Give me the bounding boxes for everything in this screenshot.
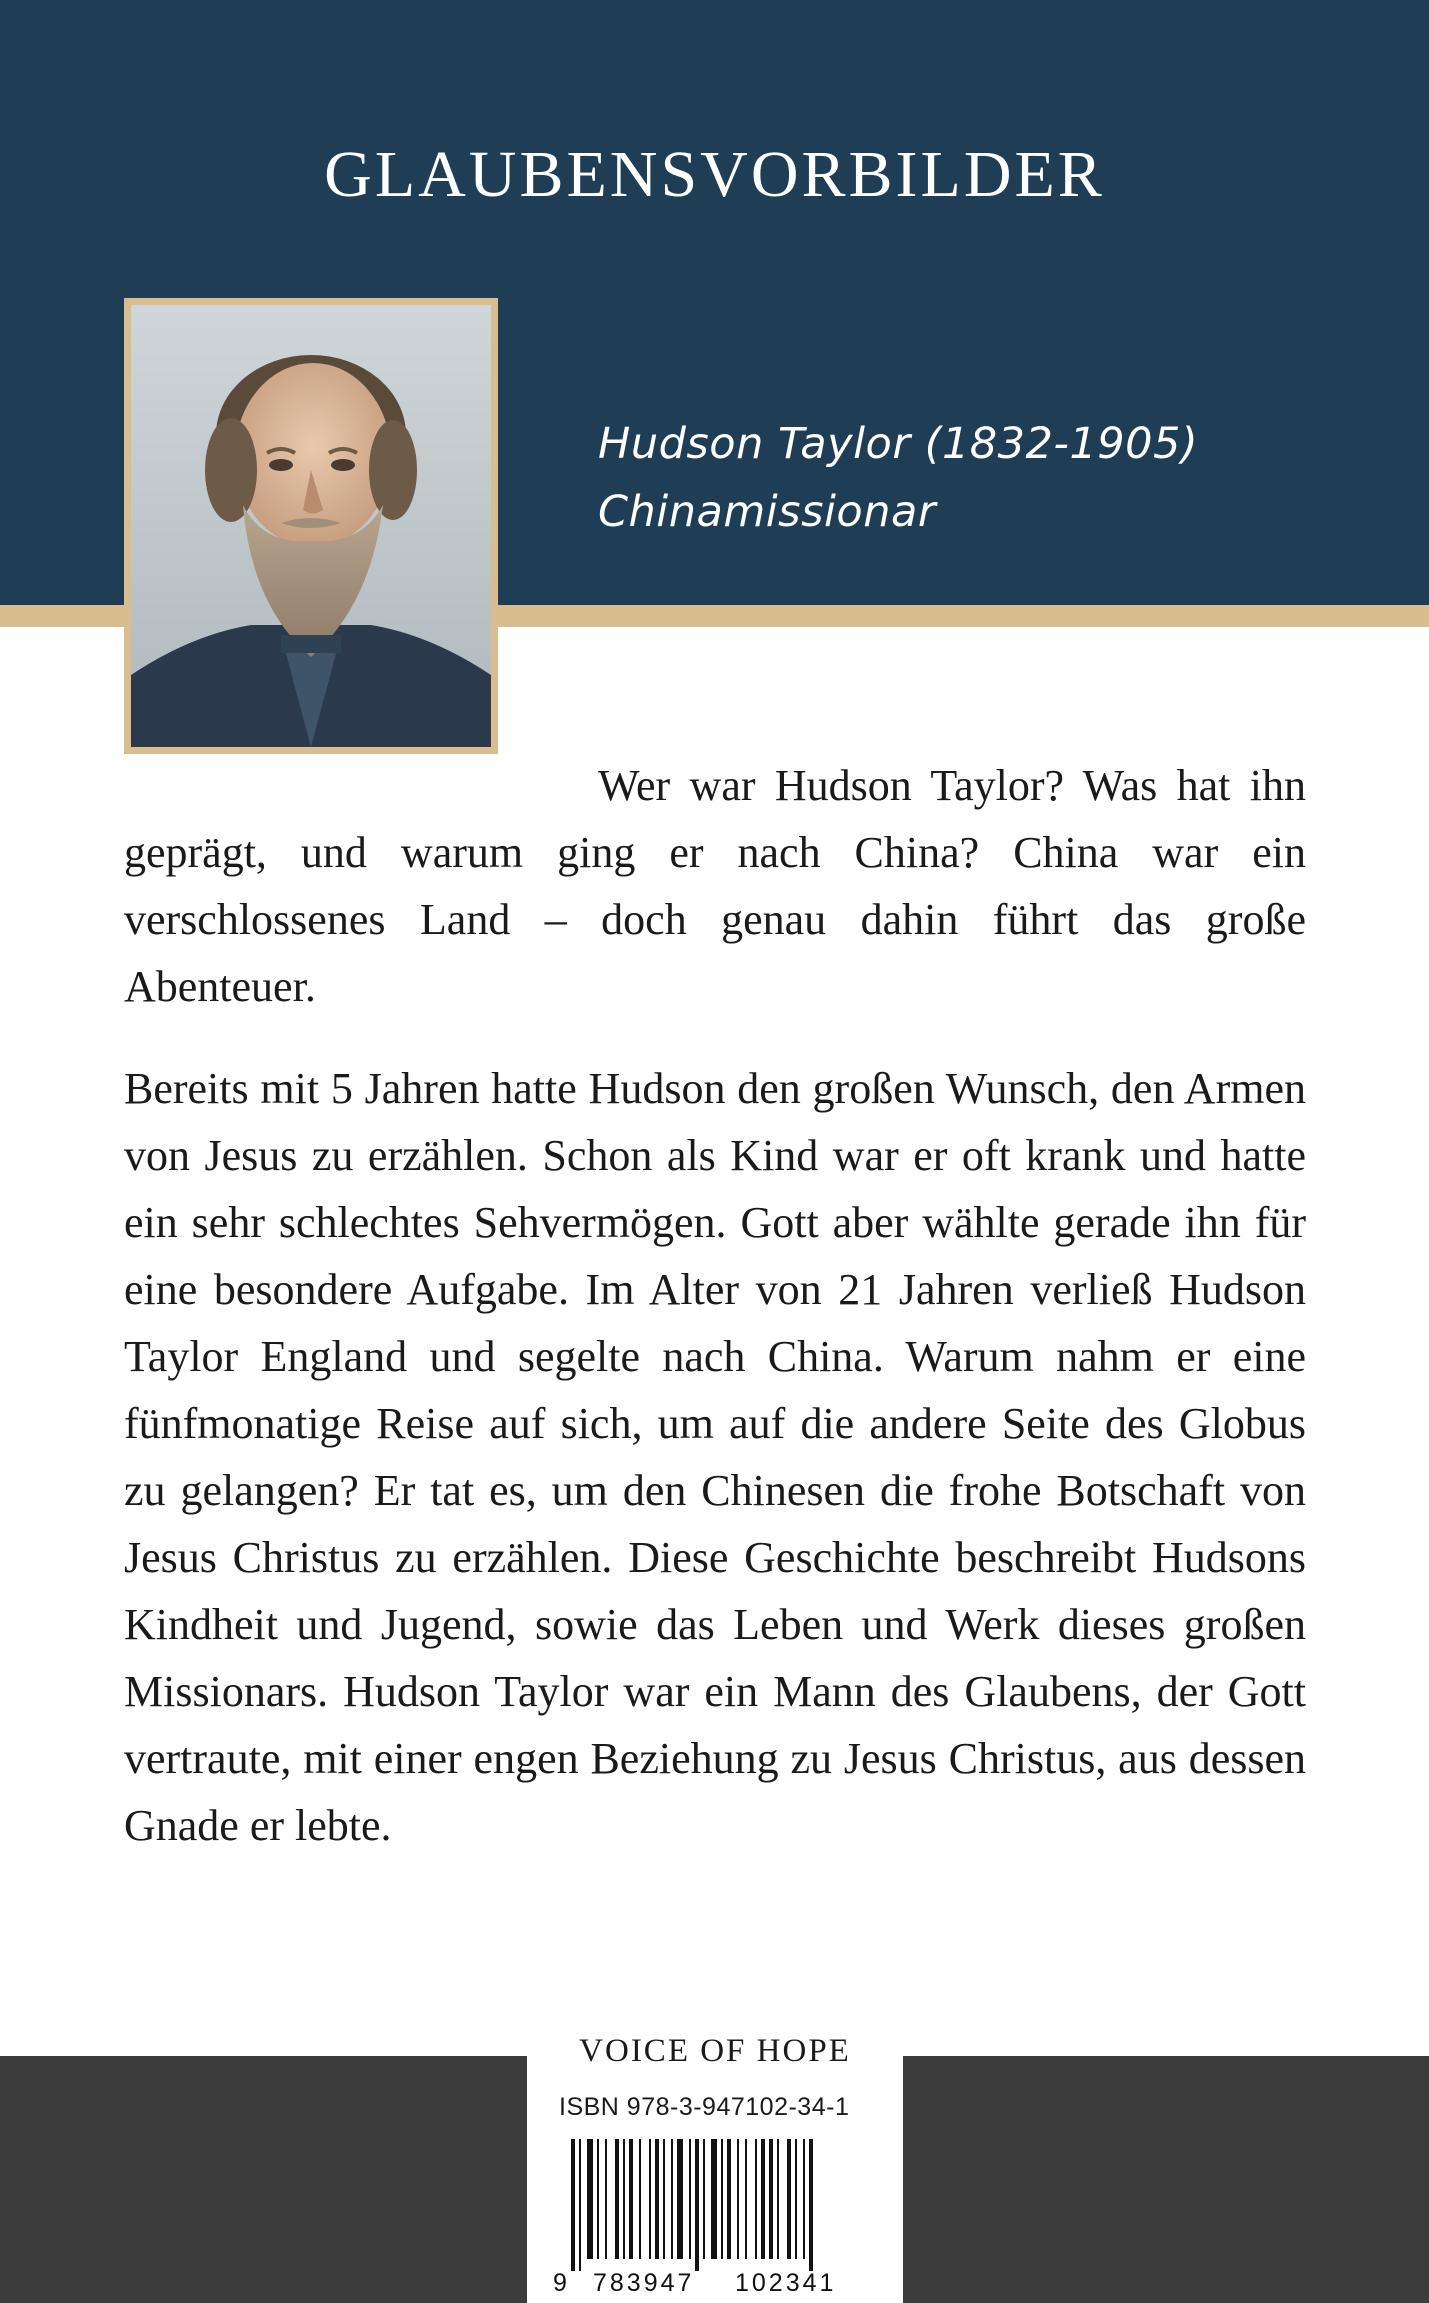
barcode-bar	[587, 2139, 593, 2259]
barcode-bar	[615, 2139, 619, 2259]
barcode-bar	[677, 2139, 683, 2259]
blurb-paragraph-1: Wer war Hudson Taylor? Was hat ihn geprägt, und warum ging er nach China? China war ein verschlossenes Land – doch genau dahin führt das große Abenteuer.	[124, 761, 1306, 1011]
barcode-bar	[663, 2139, 665, 2259]
barcode	[549, 2139, 889, 2297]
barcode-bar	[727, 2139, 731, 2259]
barcode-bar	[703, 2139, 705, 2259]
publisher-name: VOICE OF HOPE	[579, 2033, 851, 2069]
portrait-photo	[131, 305, 491, 747]
barcode-bar	[755, 2139, 757, 2259]
barcode-bars	[571, 2139, 813, 2271]
barcode-bar	[655, 2139, 659, 2259]
barcode-bar	[689, 2139, 691, 2259]
publisher-box	[527, 2003, 903, 2303]
barcode-bar	[597, 2139, 599, 2259]
barcode-bar	[761, 2139, 765, 2259]
subject-role: Chinamissionar	[598, 487, 937, 537]
barcode-bar	[777, 2139, 779, 2259]
barcode-bar	[787, 2139, 791, 2259]
barcode-bar	[571, 2139, 575, 2271]
barcode-bar	[803, 2139, 805, 2259]
barcode-bar	[711, 2139, 717, 2259]
portrait-frame	[124, 298, 498, 754]
barcode-bar	[809, 2139, 813, 2271]
barcode-bar	[795, 2139, 797, 2259]
barcode-bar	[639, 2139, 641, 2259]
barcode-bar	[649, 2139, 651, 2259]
barcode-bar	[623, 2139, 625, 2259]
barcode-bar	[671, 2139, 673, 2259]
subject-name-dates: Hudson Taylor (1832-1905)	[598, 419, 1199, 469]
barcode-bar	[721, 2139, 723, 2259]
barcode-bar	[769, 2139, 773, 2259]
barcode-left-digits: 783947	[593, 2269, 695, 2297]
barcode-bar	[737, 2139, 739, 2259]
subject-caption	[598, 410, 1198, 546]
barcode-bar	[605, 2139, 607, 2259]
barcode-bar	[695, 2139, 699, 2271]
barcode-lead-digit: 9	[553, 2269, 567, 2297]
barcode-bar	[745, 2139, 747, 2259]
series-title: GLAUBENSVORBILDER	[324, 138, 1105, 211]
isbn-text: ISBN 978-3-947102-34-1	[559, 2093, 850, 2121]
barcode-right-digits: 102341	[735, 2269, 837, 2297]
barcode-bar	[579, 2139, 581, 2271]
barcode-bar	[629, 2139, 633, 2259]
blurb-paragraph-2: Bereits mit 5 Jahren hatte Hudson den großen Wunsch, den Armen von Jesus zu erzählen. Schon als Kind war er oft krank und hatte ein sehr schlechtes Sehvermögen. Gott aber wählte gerade ihn für eine besondere Aufgabe. Im Alter von 21 Jahren verließ Hudson Taylor England und segelte nach China. Warum nahm er eine fünfmonatige Reise auf sich, um auf die andere Seite des Globus zu gelangen? Er tat es, um den Chinesen die frohe Botschaft von Jesus Christus zu erzählen. Diese Geschichte beschreibt Hudsons Kindheit und Jugend, sowie das Leben und Werk dieses großen Missionars. Hudson Taylor war ein Mann des Glaubens, der Gott vertraute, mit einer engen Beziehung zu Jesus Christus, aus dessen Gnade er lebte.	[124, 1064, 1306, 1850]
